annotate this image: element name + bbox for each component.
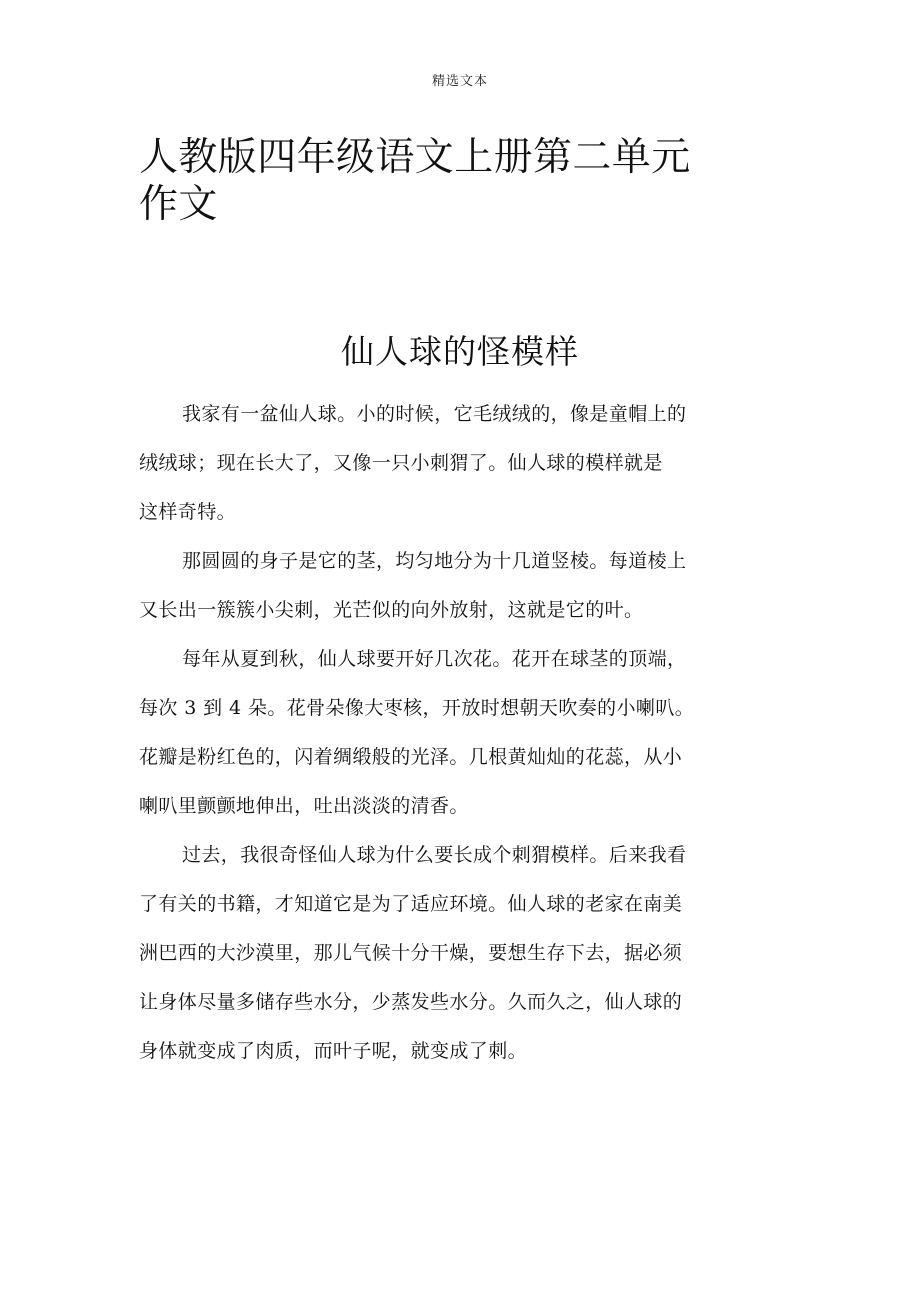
essay-paragraph [139,635,719,831]
paragraph-line: 让身体尽量多储存些水分，少蒸发些水分。久而久之，仙人球的 [139,991,683,1013]
paragraph-line: 喇叭里颤颤地伸出，吐出淡淡的清香。 [139,795,469,817]
paragraph-line: 每年从夏到秋，仙人球要开好几次花。花开在球茎的顶端， [182,648,687,670]
document-title-line: 作文 [139,182,218,227]
paragraph-line: 每次 3 到 4 朵。花骨朵像大枣核，开放时想朝天吹奏的小喇叭。 [139,697,695,719]
paragraph-line: 这样奇特。 [139,501,237,523]
essay-body [139,390,719,1076]
essay-paragraph [139,537,719,635]
paragraph-line: 身体就变成了肉质，而叶子呢，就变成了刺。 [139,1040,528,1062]
essay-title: 仙人球的怪模样 [341,332,579,371]
paragraph-line: 洲巴西的大沙漠里，那儿气候十分干燥，要想生存下去，据必须 [139,942,683,964]
paragraph-line: 我家有一盆仙人球。小的时候，它毛绒绒的，像是童帽上的 [182,403,687,425]
paragraph-line: 绒绒球；现在长大了，又像一只小刺猬了。仙人球的模样就是 [139,452,663,474]
page-header-label: 精选文本 [431,74,488,89]
document-title-line: 人教版四年级语文上册第二单元 [139,135,691,180]
paragraph-line: 那圆圆的身子是它的茎，均匀地分为十几道竖棱。每道棱上 [182,550,687,572]
essay-paragraph [139,390,719,537]
document-title [139,134,719,228]
paragraph-line: 过去，我很奇怪仙人球为什么要长成个刺猬模样。后来我看 [182,844,687,866]
paragraph-line: 又长出一簇簇小尖刺，光芒似的向外放射，这就是它的叶。 [139,599,644,621]
paragraph-line: 了有关的书籍，才知道它是为了适应环境。仙人球的老家在南美 [139,893,683,915]
paragraph-line: 花瓣是粉红色的，闪着绸缎般的光泽。几根黄灿灿的花蕊，从小 [139,746,683,768]
essay-paragraph [139,831,719,1076]
